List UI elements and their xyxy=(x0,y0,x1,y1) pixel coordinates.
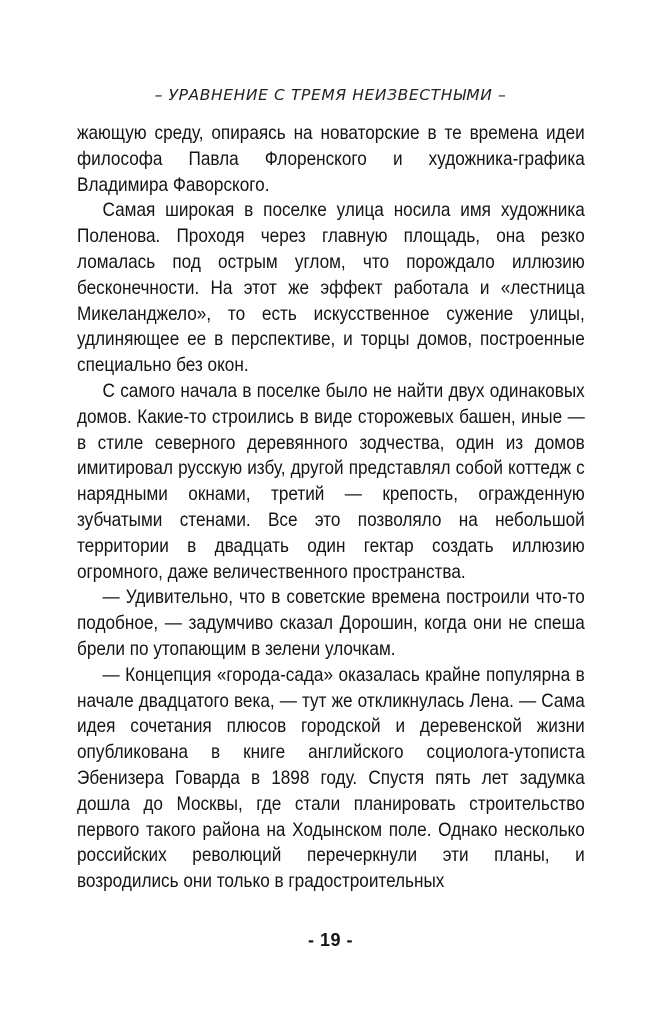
page-number: - 19 - xyxy=(307,930,353,950)
body-text xyxy=(77,121,585,895)
paragraph: — Удивительно, что в советские времена построили что-то подобное, — задумчиво сказал Дорошин, когда они не спеша брели по утопающим в зелени улочкам. xyxy=(77,586,585,660)
paragraph: С самого начала в поселке было не найти двух одинаковых домов. Какие-то строились в виде сторожевых башен, иные — в стиле северного деревянного зодчества, один из домов имитировал русскую избу, другой представлял собой коттедж с нарядными окнами, третий — крепость, огражденную зубчатыми стенами. Все это позволяло на небольшой территории в двадцать один гектар создать иллюзию огромного, даже величественного пространства. xyxy=(77,379,585,583)
paragraph: Самая широкая в поселке улица носила имя художника Поленова. Проходя через главную площадь, она резко ломалась под острым углом, что порождало иллюзию бесконечности. На этот же эффект работала и «лестница Микеланджело», то есть искусственное сужение улицы, удлиняющее ее в перспективе, и торцы домов, построенные специально без окон. xyxy=(77,199,585,377)
paragraph-continuation: жающую среду, опираясь на новаторские в те времена идеи философа Павла Флоренского и художника-графика Владимира Фаворского. xyxy=(77,122,585,196)
paragraph: — Концепция «города-сада» оказалась крайне популярна в начале двадцатого века, — тут же откликнулась Лена. — Сама идея сочетания плюсов городской и деревенской жизни опубликована в книге английского социолога-утописта Эбенизера Говарда в 1898 году. Спустя пять лет задумка дошла до Москвы, где стали планировать строительство первого такого района на Ходынском поле. Однако несколько российских революций перечеркнули эти планы, и возродились они только в градостроительных xyxy=(77,663,585,893)
running-header: – УРАВНЕНИЕ С ТРЕМЯ НЕИЗВЕСТНЫМИ – xyxy=(154,86,507,104)
